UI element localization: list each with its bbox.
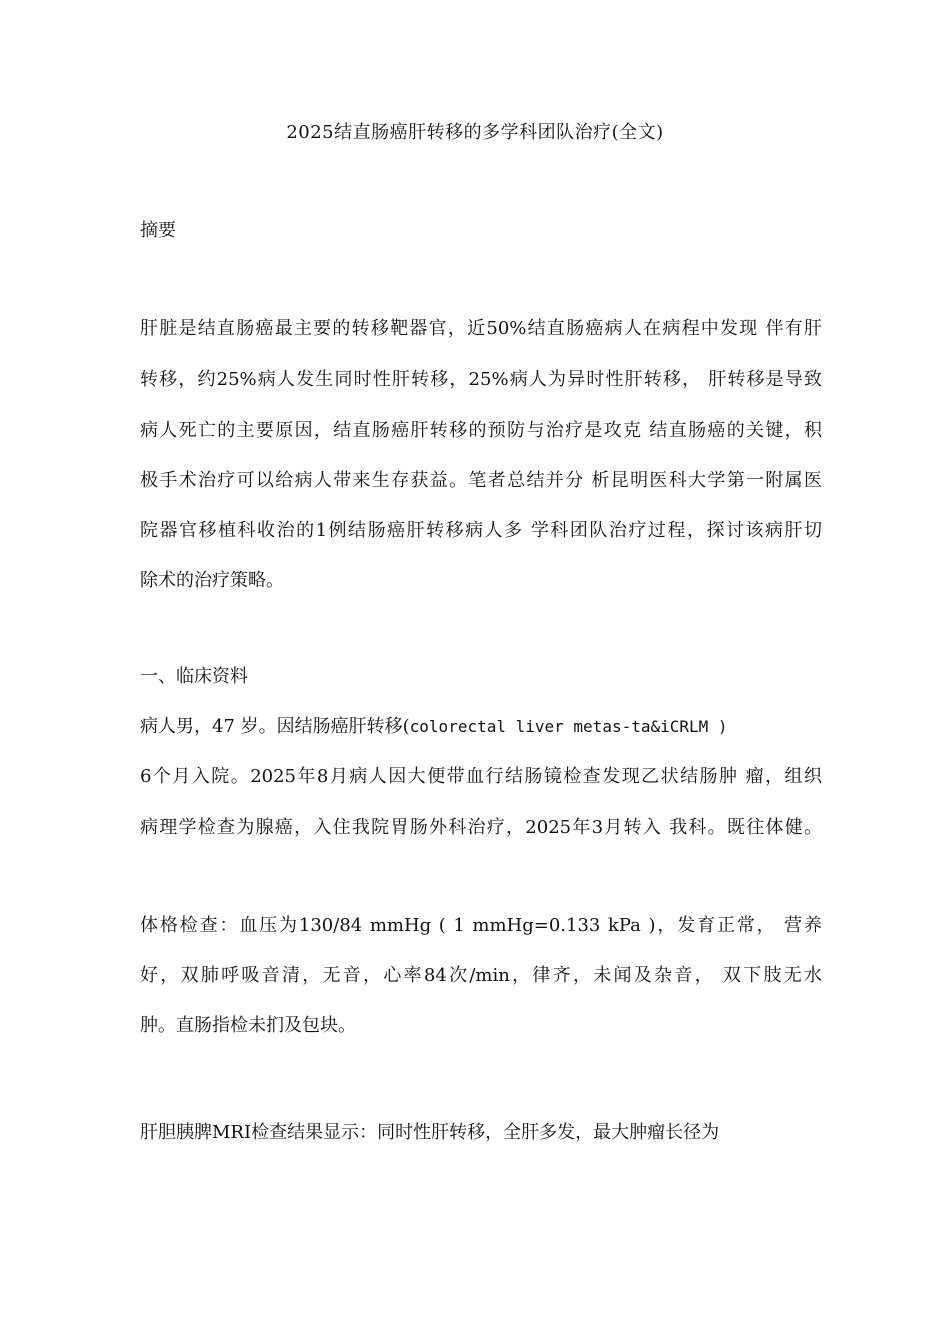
case-line-2: 6个月入院。2025年8月病人因大便带血行结肠镜检查发现乙状结肠肿 瘤，组织	[140, 766, 822, 787]
section-heading-clinical-data: 一、临床资料	[140, 666, 248, 687]
abstract-line-2: 转移，约25%病人发生同时性肝转移，25%病人为异时性肝转移， 肝转移是导致	[140, 369, 822, 390]
case-line-1-term: colorectal liver metas-ta&iCRLM )	[409, 717, 728, 736]
exam-line-3: 肿。直肠指检未扪及包块。	[140, 1015, 356, 1036]
case-line-1-prefix: 病人男，47 岁。因结肠癌肝转移(	[140, 716, 410, 737]
abstract-line-1: 肝脏是结直肠癌最主要的转移靶器官，近50%结直肠癌病人在病程中发现 伴有肝	[140, 318, 822, 339]
abstract-heading: 摘要	[140, 220, 176, 241]
mri-line: 肝胆胰脾MRI检查结果显示：同时性肝转移，全肝多发，最大肿瘤长径为	[140, 1122, 720, 1143]
case-line-3: 病理学检查为腺癌，入住我院胃肠外科治疗，2025年3月转入 我科。既往体健。	[140, 817, 822, 838]
case-line-1	[140, 712, 728, 742]
abstract-line-4: 极手术治疗可以给病人带来生存获益。笔者总结并分 析昆明医科大学第一附属医	[140, 470, 822, 491]
document-title: 2025结直肠癌肝转移的多学科团队治疗(全文)	[286, 122, 664, 143]
exam-line-1: 体格检查：血压为130/84 mmHg ( 1 mmHg=0.133 kPa )，发育正常， 营养	[140, 915, 822, 936]
abstract-line-6: 除术的治疗策略。	[140, 570, 284, 591]
abstract-line-3: 病人死亡的主要原因，结直肠癌肝转移的预防与治疗是攻克 结直肠癌的关键，积	[140, 420, 822, 441]
exam-line-2: 好，双肺呼吸音清，无音，心率84次/min，律齐，未闻及杂音， 双下肢无水	[140, 965, 822, 986]
abstract-line-5: 院器官移植科收治的1例结肠癌肝转移病人多 学科团队治疗过程，探讨该病肝切	[140, 520, 822, 541]
